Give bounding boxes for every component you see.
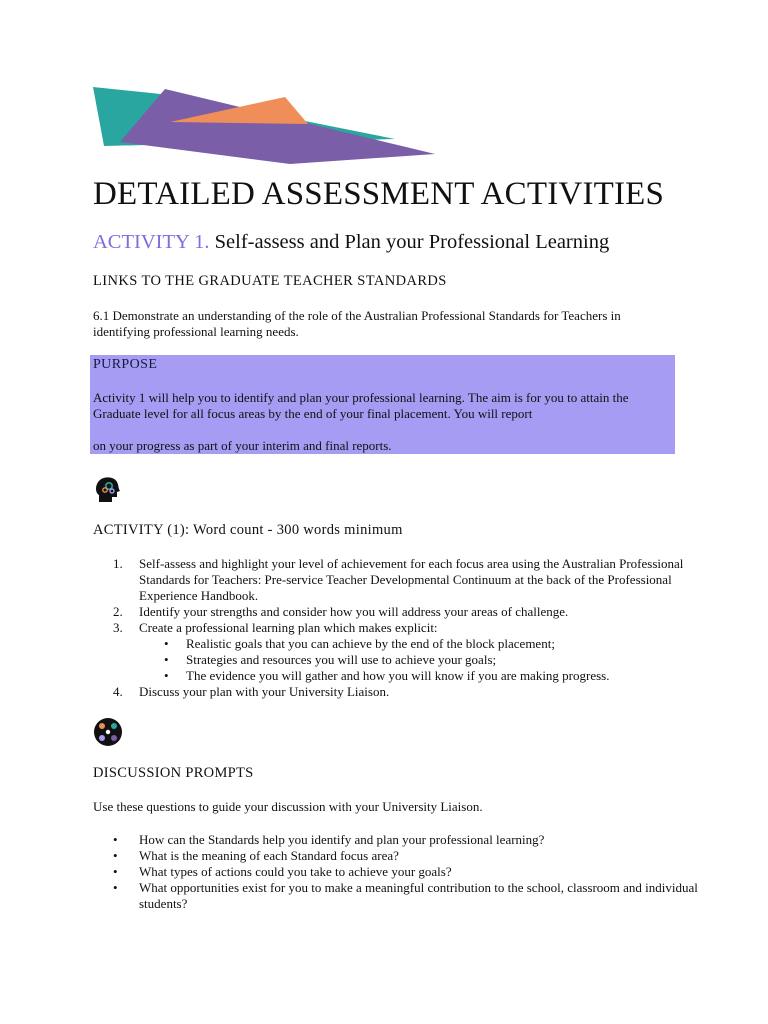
purpose-heading: PURPOSE: [93, 357, 158, 372]
purpose-paragraph-2: on your progress as part of your interim and final reports.: [93, 438, 392, 453]
list-item: [164, 652, 724, 668]
list-item: [164, 668, 724, 684]
bullet-text: The evidence you will gather and how you will know if you are making progress.: [186, 668, 610, 683]
step-number: 2.: [113, 604, 123, 619]
bullet-icon: •: [164, 668, 169, 683]
bullet-icon: •: [113, 880, 118, 895]
prompt-text: What is the meaning of each Standard focus area?: [139, 848, 399, 863]
list-item: [164, 636, 724, 652]
links-heading: LINKS TO THE GRADUATE TEACHER STANDARDS: [93, 273, 447, 289]
step-text: Create a professional learning plan which makes explicit:: [139, 620, 438, 635]
step-text: Identify your strengths and consider how you will address your areas of challenge.: [139, 604, 569, 619]
discussion-intro: Use these questions to guide your discussion with your University Liaison.: [93, 799, 483, 814]
activity-task-heading: ACTIVITY (1): Word count - 300 words minimum: [93, 522, 403, 538]
plan-bullets-list: [139, 636, 724, 684]
activity-heading-text: Self-assess and Plan your Professional Learning: [214, 231, 610, 253]
list-item: [113, 684, 724, 700]
list-item: [113, 556, 724, 604]
head-gears-icon: [93, 475, 123, 505]
list-item: [113, 620, 724, 684]
bullet-icon: •: [113, 864, 118, 879]
bullet-icon: •: [164, 636, 169, 651]
step-number: 3.: [113, 620, 123, 635]
list-item: [113, 604, 724, 620]
step-text: Self-assess and highlight your level of achievement for each focus area using the Australian Professional Standards for Teachers: Pre-service Teacher Developmental Continuum at the back of the Professional Experience Handbook.: [139, 556, 684, 603]
bullet-text: Realistic goals that you can achieve by the end of the block placement;: [186, 636, 555, 651]
bullet-text: Strategies and resources you will use to achieve your goals;: [186, 652, 497, 667]
discussion-heading: DISCUSSION PROMPTS: [93, 765, 254, 781]
step-number: 1.: [113, 556, 123, 571]
discussion-prompts-list: [93, 832, 724, 912]
activity-heading: [93, 231, 609, 254]
bullet-icon: •: [164, 652, 169, 667]
purpose-box: [90, 355, 675, 454]
prompt-text: What types of actions could you take to achieve your goals?: [139, 864, 452, 879]
activity-number-label: ACTIVITY 1.: [93, 231, 210, 253]
logo-triangles: [90, 84, 440, 168]
list-item: [113, 880, 724, 912]
list-item: [113, 864, 724, 880]
list-item: [113, 848, 724, 864]
purpose-paragraph-1: Activity 1 will help you to identify and plan your professional learning. The aim is for you to attain the Graduate level for all focus areas by the end of your final placement. You will report: [93, 390, 629, 421]
prompt-text: What opportunities exist for you to make a meaningful contribution to the school, classroom and individual students?: [139, 880, 698, 911]
page-title: DETAILED ASSESSMENT ACTIVITIES: [93, 176, 665, 212]
step-text: Discuss your plan with your University Liaison.: [139, 684, 390, 699]
activity-steps-list: [93, 556, 724, 700]
group-discussion-icon: [93, 717, 123, 747]
prompt-text: How can the Standards help you identify and plan your professional learning?: [139, 832, 545, 847]
bullet-icon: •: [113, 848, 118, 863]
standard-text: 6.1 Demonstrate an understanding of the role of the Australian Professional Standards for Teachers in identifying professional learning needs.: [93, 308, 621, 339]
bullet-icon: •: [113, 832, 118, 847]
step-number: 4.: [113, 684, 123, 699]
list-item: [113, 832, 724, 848]
